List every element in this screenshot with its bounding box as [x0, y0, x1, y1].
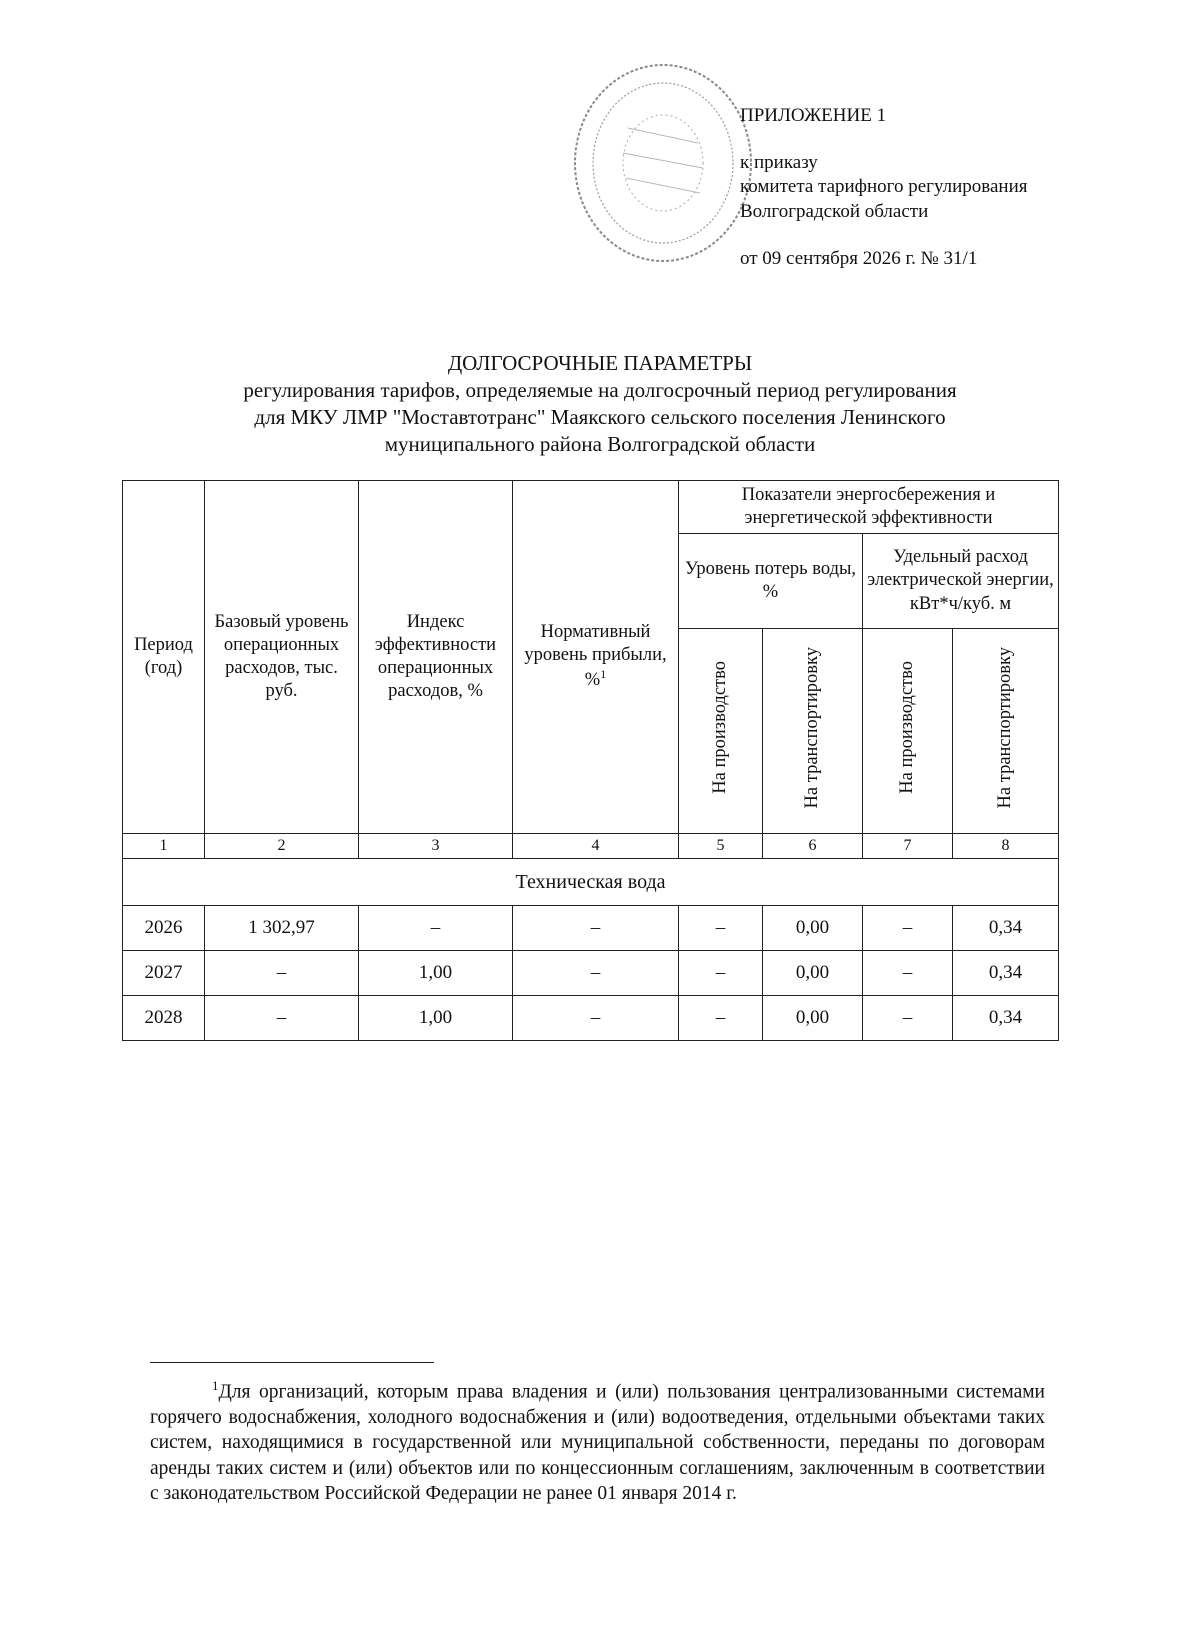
cell-index: –: [359, 906, 513, 951]
footnote-separator: [150, 1362, 434, 1363]
cell-loss-production: –: [679, 906, 763, 951]
appendix-line-region: Волгоградской области: [740, 201, 929, 223]
header-water-loss: Уровень потерь воды, %: [679, 534, 863, 629]
cell-energy-production: –: [863, 951, 953, 996]
col-number: 4: [513, 834, 679, 859]
header-period: Период (год): [123, 481, 205, 834]
header-specific-consumption: Удельный расход электрической энергии, кВт*ч/куб. м: [863, 534, 1059, 629]
cell-energy-transport: 0,34: [953, 996, 1059, 1041]
cell-profit: –: [513, 996, 679, 1041]
title-main: ДОЛГОСРОЧНЫЕ ПАРАМЕТРЫ: [447, 351, 753, 375]
section-technical-water: Техническая вода: [123, 859, 1059, 906]
cell-energy-transport: 0,34: [953, 951, 1059, 996]
seal-stamp: [568, 58, 758, 268]
appendix-block: [740, 104, 1028, 271]
cell-profit: –: [513, 906, 679, 951]
cell-base: –: [205, 951, 359, 996]
table-row: [123, 906, 1059, 951]
cell-energy-production: –: [863, 996, 953, 1041]
column-numbers-row: [123, 834, 1059, 859]
table-row: [123, 951, 1059, 996]
col-number: 2: [205, 834, 359, 859]
document-title: [120, 350, 1080, 458]
cell-loss-transport: 0,00: [763, 906, 863, 951]
parameters-table: [122, 480, 1059, 1041]
col-number: 1: [123, 834, 205, 859]
appendix-line-committee: комитета тарифного регулирования: [740, 176, 1028, 198]
cell-base: –: [205, 996, 359, 1041]
cell-energy-production: –: [863, 906, 953, 951]
header-profit-level: Нормативный уровень прибыли, %$^1$: [513, 481, 679, 834]
cell-profit: –: [513, 951, 679, 996]
header-energy-production: На производство: [863, 629, 953, 834]
appendix-line-order: к приказу: [740, 151, 818, 173]
header-loss-transport: На транспортировку: [763, 629, 863, 834]
col-number: 3: [359, 834, 513, 859]
cell-loss-production: –: [679, 951, 763, 996]
cell-period: 2026: [123, 906, 205, 951]
header-efficiency-index: Индекс эффективности операционных расходов, %: [359, 481, 513, 834]
cell-index: 1,00: [359, 996, 513, 1041]
footnote-ref: 1: [600, 667, 607, 682]
col-number: 8: [953, 834, 1059, 859]
title-line-3: муниципального района Волгоградской области: [384, 431, 816, 456]
cell-energy-transport: 0,34: [953, 906, 1059, 951]
cell-index: 1,00: [359, 951, 513, 996]
col-number: 5: [679, 834, 763, 859]
col-number: 7: [863, 834, 953, 859]
footnote: [150, 1378, 1045, 1506]
appendix-date: от 09 сентября 2026 г. № 31/1: [740, 247, 978, 269]
title-line-2: для МКУ ЛМР "Моставтотранс" Маякского сельского поселения Ленинского: [254, 404, 946, 429]
cell-loss-transport: 0,00: [763, 996, 863, 1041]
table-row: [123, 996, 1059, 1041]
appendix-label: ПРИЛОЖЕНИЕ 1: [740, 105, 887, 126]
cell-loss-production: –: [679, 996, 763, 1041]
cell-period: 2028: [123, 996, 205, 1041]
col-number: 6: [763, 834, 863, 859]
cell-base: 1 302,97: [205, 906, 359, 951]
title-line-1: регулирования тарифов, определяемые на долгосрочный период регулирования: [243, 377, 957, 402]
header-loss-production: На производство: [679, 629, 763, 834]
header-energy-group: Показатели энергосбережения и энергетической эффективности: [679, 481, 1059, 534]
header-energy-transport: На транспортировку: [953, 629, 1059, 834]
footnote-mark: 1: [212, 1378, 219, 1393]
footnote-text: Для организаций, которым права владения и (или) пользования централизованными системами горячего водоснабжения, холодного водоснабжения и (или) водоотведения, отдельными объектами таких систем, находящимися в государственной или муниципальной собственности, переданы по договорам аренды таких систем и (или) объектов или по концессионным соглашениям, заключенным в соответствии с законодательством Российской Федерации не ранее 01 января 2014 г.: [150, 1381, 1045, 1504]
header-base-opex: Базовый уровень операционных расходов, тыс. руб.: [205, 481, 359, 834]
cell-period: 2027: [123, 951, 205, 996]
cell-loss-transport: 0,00: [763, 951, 863, 996]
